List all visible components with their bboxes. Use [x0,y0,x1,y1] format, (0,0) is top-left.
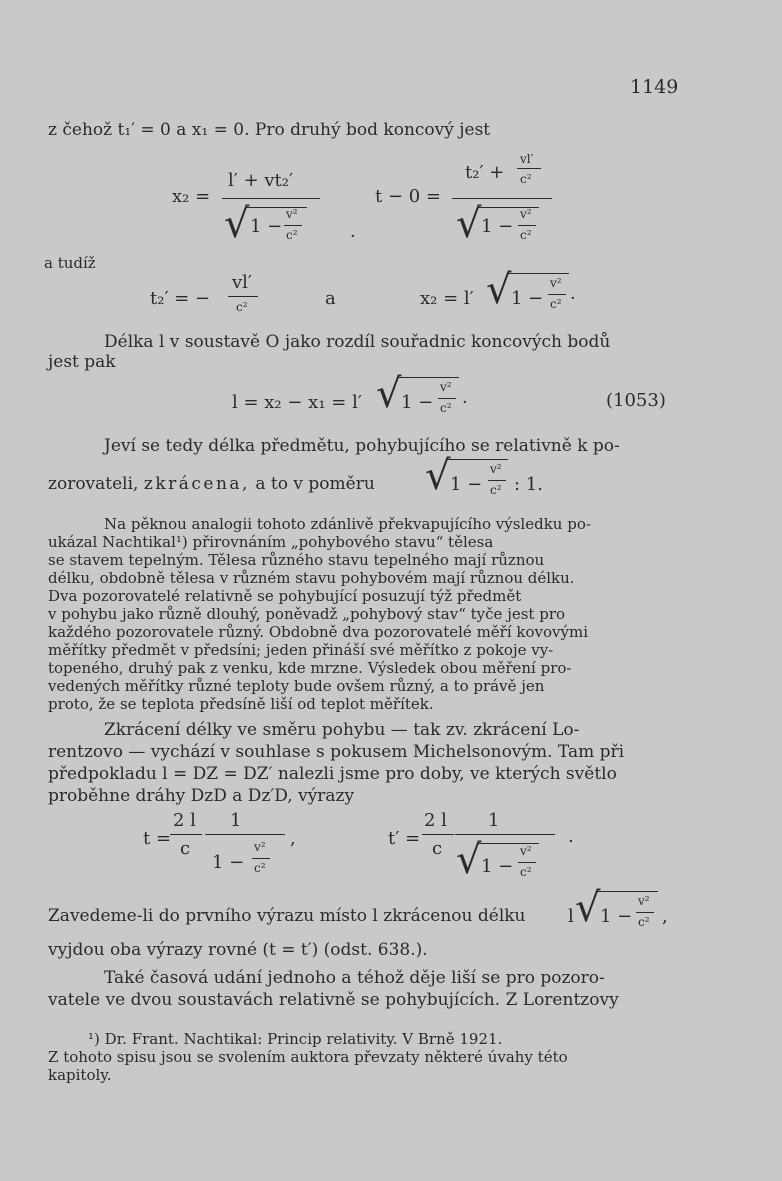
small-line: ukázal Nachtikal¹) přirovnáním „pohybového stavu“ tělesa [48,533,494,551]
and-word: a [325,288,336,309]
sqrt-overline [596,891,658,892]
den-body: 1 − [212,852,245,873]
sqrt-sign: √ [486,267,512,313]
small-bar [518,862,536,863]
sqrt-overline [397,377,459,378]
small-line: topeného, druhý pak z venku, kde mrzne. Výsledek obou měření pro- [48,659,572,677]
small-bar [488,480,506,481]
small-bar [548,294,566,295]
c-squared: c² [490,483,502,497]
t-lhs: t − 0 = [375,186,442,207]
ratio-end: : 1. [514,474,543,495]
c-squared: c² [520,172,532,186]
t2-lhs: t₂′ = − [150,288,211,309]
p2-zkracena: zkrácena, [143,474,250,494]
fraction-bar [205,834,285,835]
equation-number: (1053) [606,390,666,411]
small-line: délku, obdobně tělesa v různém stavu pohybovém mají různou délku. [48,569,575,587]
p2-pomeru: a to v poměru [255,474,375,494]
sqrt-sign: √ [224,201,250,247]
c-squared: c² [254,861,266,875]
one-numerator: 1 [230,810,242,831]
paragraph-5-line: vatele ve dvou soustavách relativně se pohybujících. Z Lorentzovy [48,990,619,1010]
v-squared: v² [520,844,532,858]
paragraph-3-line: předpokladu l = DZ = DZ′ nalezli jsme pro doby, ve kterých světlo [48,764,617,784]
rad-body: 1 − [401,392,434,413]
small-line: vedených měřítky různé teploty bude ovšem různý, a to právě jen [48,677,545,695]
footnote-line: Z tohoto spisu jsou se svolením auktora převzaty některé úvahy této [48,1048,568,1066]
v-squared: v² [550,276,562,290]
small-line: Na pěknou analogii tohoto zdánlivě překvapujícího výsledku po- [104,515,591,533]
rad-body: 1 − [481,216,514,237]
tprime-lhs: t′ = [388,828,421,849]
fraction-bar [422,834,454,835]
l-symbol: l [568,906,574,927]
x2-rhs: x₂ = l′ [420,288,474,309]
small-line: měřítky předmět v předsíni; jeden přináší své měřítko z pokoje vy- [48,641,554,659]
sqrt-sign: √ [376,371,402,417]
t-fraction-bar [452,198,552,199]
middle-dot: · [350,226,356,247]
page-number: 1149 [630,76,679,98]
rad-body: 1 − [600,906,633,927]
sqrt-sign: √ [456,837,482,883]
v-squared: v² [490,462,502,476]
a-tudiz: a tudíž [44,254,96,272]
paragraph-5-line: Také časová udání jednoho a téhož děje liší se pro pozoro- [104,968,605,988]
x2-numerator: l′ + vt₂′ [228,170,294,191]
end-dot: . [568,826,574,847]
comma: , [290,828,296,849]
paragraph-2-line-2 [48,474,375,494]
rad-body: 1 − [250,216,283,237]
sqrt-overline [507,273,569,274]
x2-fraction-bar [222,198,320,199]
sqrt-sign: √ [456,201,482,247]
sqrt-sign: √ [425,453,451,499]
den-body: 1 − [481,856,514,877]
v-squared: v² [638,894,650,908]
sqrt-overline [446,459,508,460]
small-line: každého pozorovatele různý. Obdobně dva pozorovatelé měří kovovými [48,623,589,641]
v-squared: v² [286,207,298,221]
sqrt-sign: √ [575,885,601,931]
paragraph-1-line-2: jest pak [48,352,116,372]
fraction-bar [455,834,555,835]
t-lhs: t = [143,828,172,849]
v-squared: v² [440,380,452,394]
small-line: Dva pozorovatelé relativně se pohybující posuzují týž předmět [48,587,522,605]
paragraph-3-line: rentzovo — vychází v souhlase s pokusem Michelsonovým. Tam při [48,742,625,762]
c-squared: c² [520,865,532,879]
comma: , [662,906,668,927]
intro-line: z čehož t₁′ = 0 a x₁ = 0. Pro druhý bod koncový jest [48,120,491,140]
c-squared: c² [286,228,298,242]
vl-top: vl′ [520,152,534,166]
v-squared: v² [520,207,532,221]
small-bar [438,398,456,399]
c-squared: c² [638,915,650,929]
end-dot: · [462,392,468,413]
paragraph-3-line: Zkrácení délky ve směru pohybu — tak zv. zkrácení Lo- [104,720,580,740]
small-line: v pohybu jako různě dlouhý, poněvadž „pohybový stav“ tyče jest pro [48,605,566,623]
small-line: proto, že se teplota předsíně liší od teplot měřítek. [48,695,434,713]
x2-lhs: x₂ = [172,186,211,207]
fraction-bar [170,834,202,835]
v-squared: v² [254,840,266,854]
one-numerator: 1 [488,810,500,831]
footnote-line: kapitoly. [48,1066,112,1084]
small-line: se stavem tepelným. Tělesa různého stavu tepelného mají různou [48,551,545,569]
small-bar [284,225,302,226]
c-denominator: c [180,838,191,859]
footnote-line: ¹) Dr. Frant. Nachtikal: Princip relativity. V Brně 1921. [88,1030,503,1048]
c-denominator: c [432,838,443,859]
p2-zorovateli: zorovateli, [48,474,139,494]
paragraph-1-line-1: Délka l v soustavě O jako rozdíl souřadnic koncových bodů [104,332,611,352]
two-l: 2 l [424,810,447,831]
c-squared: c² [520,228,532,242]
small-bar [517,168,541,169]
two-l: 2 l [173,810,196,831]
paragraph-2-line-1: Jeví se tedy délka předmětu, pohybujícího se relativně k po- [104,436,620,456]
c-squared: c² [440,401,452,415]
small-bar [518,225,536,226]
fraction-bar [228,296,258,297]
small-bar [636,912,654,913]
c-squared: c² [236,300,248,314]
paragraph-4-line-2: vyjdou oba výrazy rovné (t = t′) (odst. 638.). [48,940,428,960]
ratio-body: 1 − [450,474,483,495]
paragraph-4-line-1: Zavedeme-li do prvního výrazu místo l zkrácenou délku [48,906,526,926]
paragraph-3-line: proběhne dráhy DzD a Dz′D, výrazy [48,786,355,806]
end-dot: · [570,288,576,309]
t-numerator: t₂′ + [465,162,505,183]
eq3-lhs: l = x₂ − x₁ = l′ [232,392,362,413]
c-squared: c² [550,297,562,311]
vl-top: vl′ [232,272,253,293]
rad-body: 1 − [511,288,544,309]
small-bar [252,858,270,859]
